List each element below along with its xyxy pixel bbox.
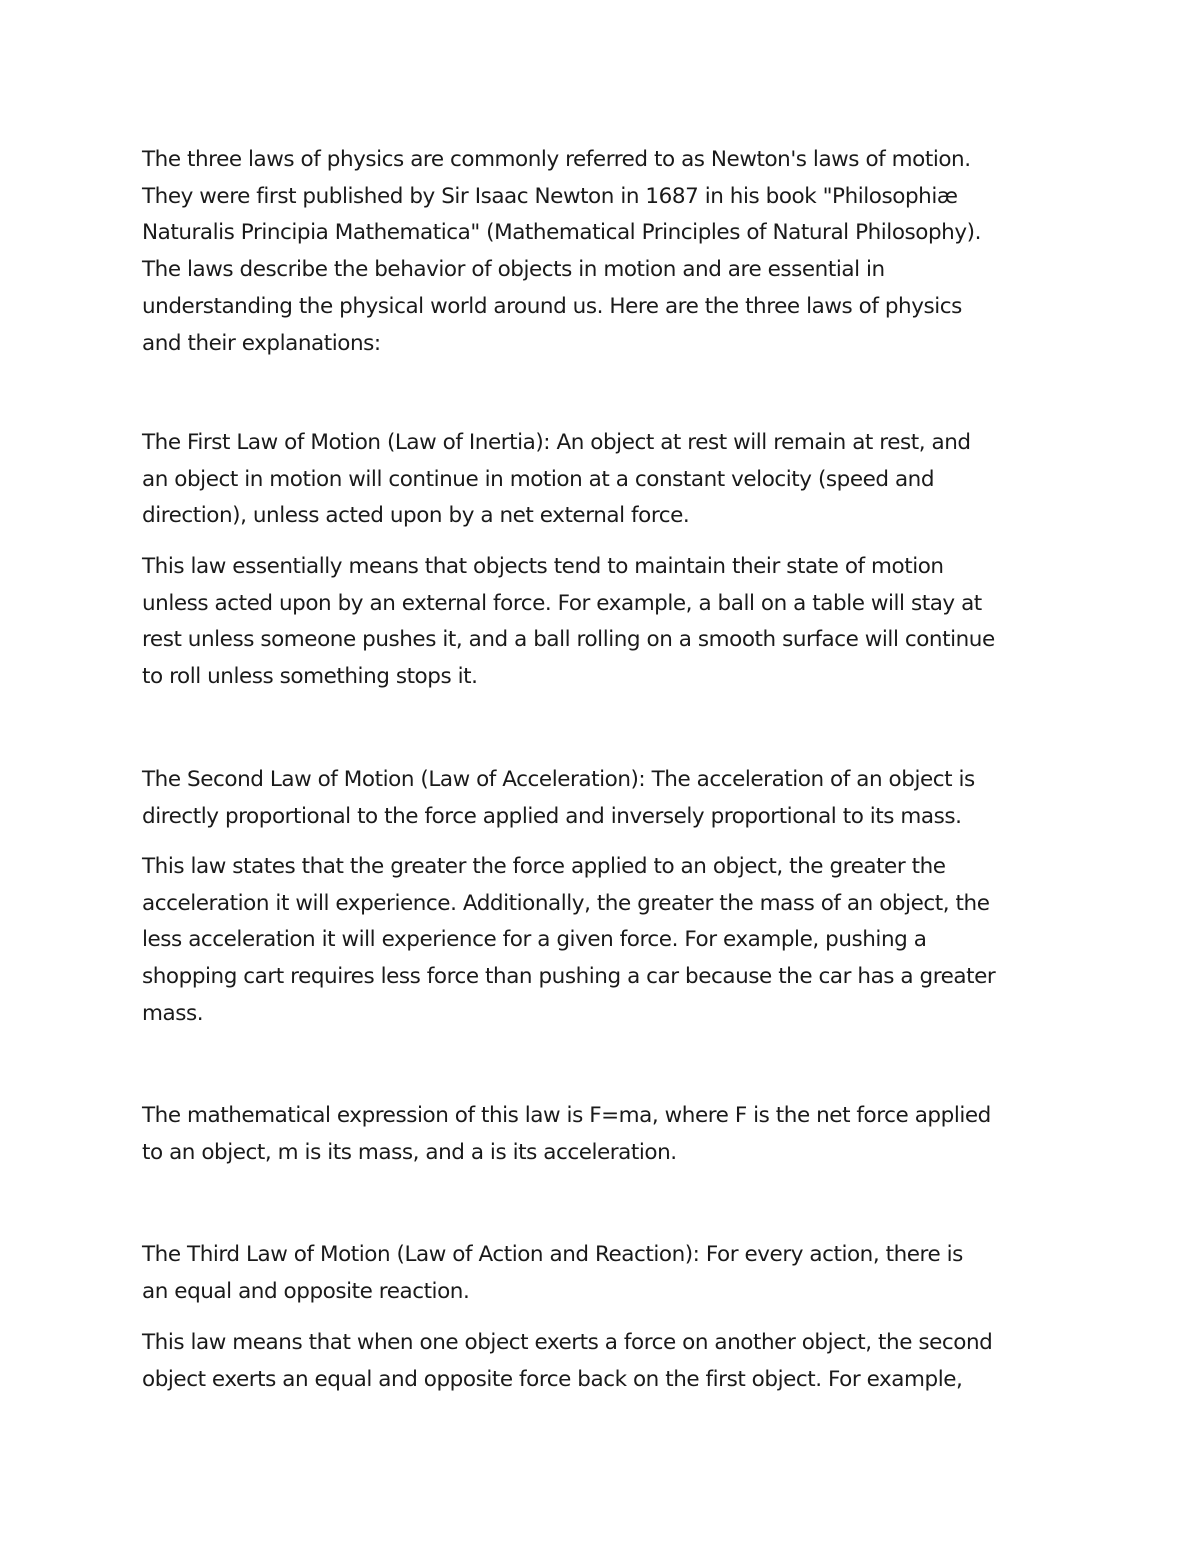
text-line: They were first published by Sir Isaac Newton in 1687 in his book "Philosophiæ — [142, 183, 958, 209]
text-line: The three laws of physics are commonly referred to as Newton's laws of motion. — [142, 147, 971, 172]
text-line: to an object, m is its mass, and a is its acceleration. — [142, 1139, 677, 1165]
text-line: understanding the physical world around us. Here are the three laws of physics — [142, 293, 962, 319]
text-line: less acceleration it will experience for a given force. For example, pushing a — [142, 927, 927, 953]
text-line: acceleration it will experience. Additionally, the greater the mass of an object, the — [142, 890, 990, 916]
second-law-paragraph — [142, 762, 1072, 835]
second-law-explanation-paragraph — [142, 849, 1072, 1033]
text-line: object exerts an equal and opposite force back on the first object. For example, — [142, 1366, 963, 1392]
text-line: The Second Law of Motion (Law of Acceleration): The acceleration of an object is — [142, 767, 975, 792]
first-law-explanation-paragraph — [142, 549, 1072, 696]
text-line: direction), unless acted upon by a net external force. — [142, 503, 690, 529]
text-line: rest unless someone pushes it, and a ball rolling on a smooth surface will continue — [142, 627, 995, 653]
text-line: Naturalis Principia Mathematica" (Mathematical Principles of Natural Philosophy). — [142, 220, 981, 246]
third-law-explanation-paragraph — [142, 1325, 1072, 1398]
text-line: to roll unless something stops it. — [142, 664, 478, 690]
text-line: The Third Law of Motion (Law of Action and Reaction): For every action, there is — [142, 1242, 963, 1267]
text-line: an equal and opposite reaction. — [142, 1278, 470, 1304]
text-line: The laws describe the behavior of objects in motion and are essential in — [142, 257, 885, 283]
text-line: and their explanations: — [142, 330, 381, 356]
formula-paragraph — [142, 1098, 1072, 1171]
text-line: directly proportional to the force applied and inversely proportional to its mass. — [142, 803, 962, 829]
first-law-paragraph — [142, 425, 1072, 535]
text-line: shopping cart requires less force than pushing a car because the car has a greater — [142, 964, 996, 990]
text-line: mass. — [142, 1000, 204, 1026]
text-line: This law means that when one object exerts a force on another object, the second — [142, 1330, 993, 1355]
third-law-paragraph — [142, 1237, 1072, 1310]
text-line: unless acted upon by an external force. For example, a ball on a table will stay at — [142, 590, 982, 616]
intro-paragraph — [142, 142, 1072, 362]
text-line: This law states that the greater the force applied to an object, the greater the — [142, 854, 946, 879]
text-line: an object in motion will continue in motion at a constant velocity (speed and — [142, 466, 935, 492]
text-line: This law essentially means that objects tend to maintain their state of motion — [142, 554, 944, 579]
text-line: The mathematical expression of this law is F=ma, where F is the net force applied — [142, 1103, 991, 1128]
text-line: The First Law of Motion (Law of Inertia): An object at rest will remain at rest, and — [142, 430, 971, 455]
